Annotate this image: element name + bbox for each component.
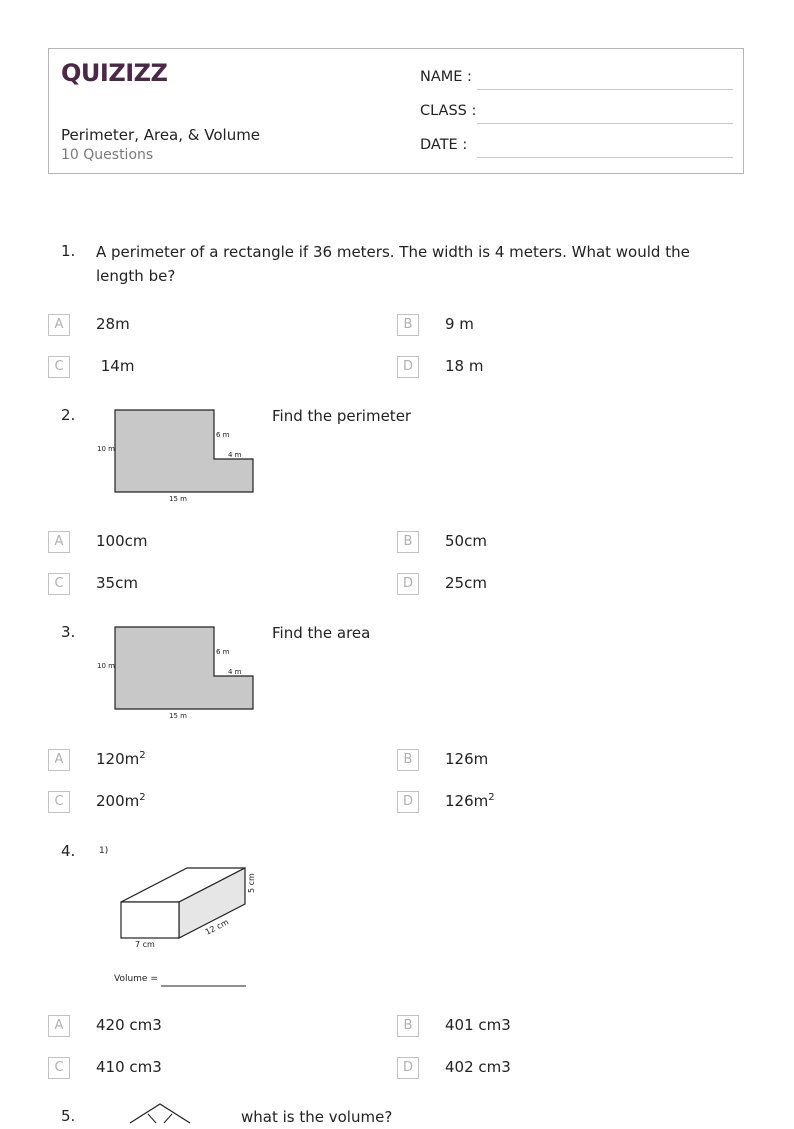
l-shape-figure [95,622,260,722]
option-letter-box[interactable]: B [397,749,419,771]
name-field[interactable] [477,89,733,90]
question-text: Find the area [272,624,371,642]
option-text[interactable]: 402 cm3 [445,1058,511,1076]
figure-label: 6 m [216,648,230,656]
question-number: 4. [61,842,76,860]
class-field[interactable] [477,123,733,124]
figure-label: 15 m [169,712,187,720]
option-value: 126m [445,792,489,810]
worksheet-header [48,48,744,174]
option-letter-box[interactable]: A [48,749,70,771]
option-text[interactable]: 9 m [445,315,474,333]
option-text[interactable]: 28m [96,315,130,333]
figure-label: 4 m [228,451,242,459]
question-text: what is the volume? [241,1108,393,1126]
option-letter-box[interactable]: D [397,1057,419,1079]
date-field[interactable] [477,157,733,158]
question-text: Find the perimeter [272,407,412,425]
question-number: 2. [61,406,76,424]
figure-label: 15 m [169,495,187,503]
superscript: 2 [139,750,146,761]
figure-label: 10 m [97,445,115,453]
option-text[interactable] [96,750,146,768]
question-number: 3. [61,623,76,641]
option-text[interactable]: 14m [96,357,135,375]
superscript: 2 [488,792,495,803]
superscript: 2 [139,792,146,803]
option-letter-box[interactable]: B [397,1015,419,1037]
question-text: A perimeter of a rectangle if 36 meters. The width is 4 meters. What would the length be? [96,243,690,285]
name-label: NAME : [420,69,472,85]
option-text[interactable]: 18 m [445,357,484,375]
option-letter-box[interactable]: D [397,356,419,378]
option-text[interactable]: 401 cm3 [445,1016,511,1034]
question-number: 5. [61,1107,76,1125]
figure-label: 1) [99,846,109,856]
option-letter-box[interactable]: C [48,1057,70,1079]
option-letter-box[interactable]: B [397,531,419,553]
option-letter-box[interactable]: D [397,573,419,595]
option-text[interactable]: 420 cm3 [96,1016,162,1034]
logo-text: QUIZIZZ [61,59,168,87]
option-letter-box[interactable]: B [397,314,419,336]
option-text[interactable] [96,792,146,810]
shape-figure-partial [120,1100,200,1123]
figure-label: Volume = [114,974,158,984]
option-value: 126m [445,750,489,768]
worksheet-title: Perimeter, Area, & Volume [61,126,261,144]
option-value: 120m [96,750,140,768]
figure-label: 10 m [97,662,115,670]
class-label: CLASS : [420,103,477,119]
figure-label: 12 cm [203,917,231,937]
option-text[interactable]: 410 cm3 [96,1058,162,1076]
option-letter-box[interactable]: A [48,1015,70,1037]
option-text[interactable]: 100cm [96,532,148,550]
option-letter-box[interactable]: A [48,314,70,336]
option-letter-box[interactable]: A [48,531,70,553]
figure-label: 5 cm [247,873,256,893]
l-shape-figure [95,405,260,505]
option-text[interactable]: 35cm [96,574,138,592]
option-text[interactable] [445,750,488,768]
option-text[interactable]: 50cm [445,532,487,550]
question-number: 1. [61,242,76,260]
figure-label: 4 m [228,668,242,676]
option-letter-box[interactable]: D [397,791,419,813]
option-letter-box[interactable]: C [48,573,70,595]
date-label: DATE : [420,137,468,153]
option-letter-box[interactable]: C [48,356,70,378]
question-count: 10 Questions [61,147,154,163]
option-text[interactable] [445,792,495,810]
figure-label: 7 cm [135,940,155,949]
option-text[interactable]: 25cm [445,574,487,592]
figure-label: 6 m [216,431,230,439]
rectangular-prism-figure [95,838,270,993]
quizizz-logo [61,59,168,91]
option-letter-box[interactable]: C [48,791,70,813]
option-value: 200m [96,792,140,810]
